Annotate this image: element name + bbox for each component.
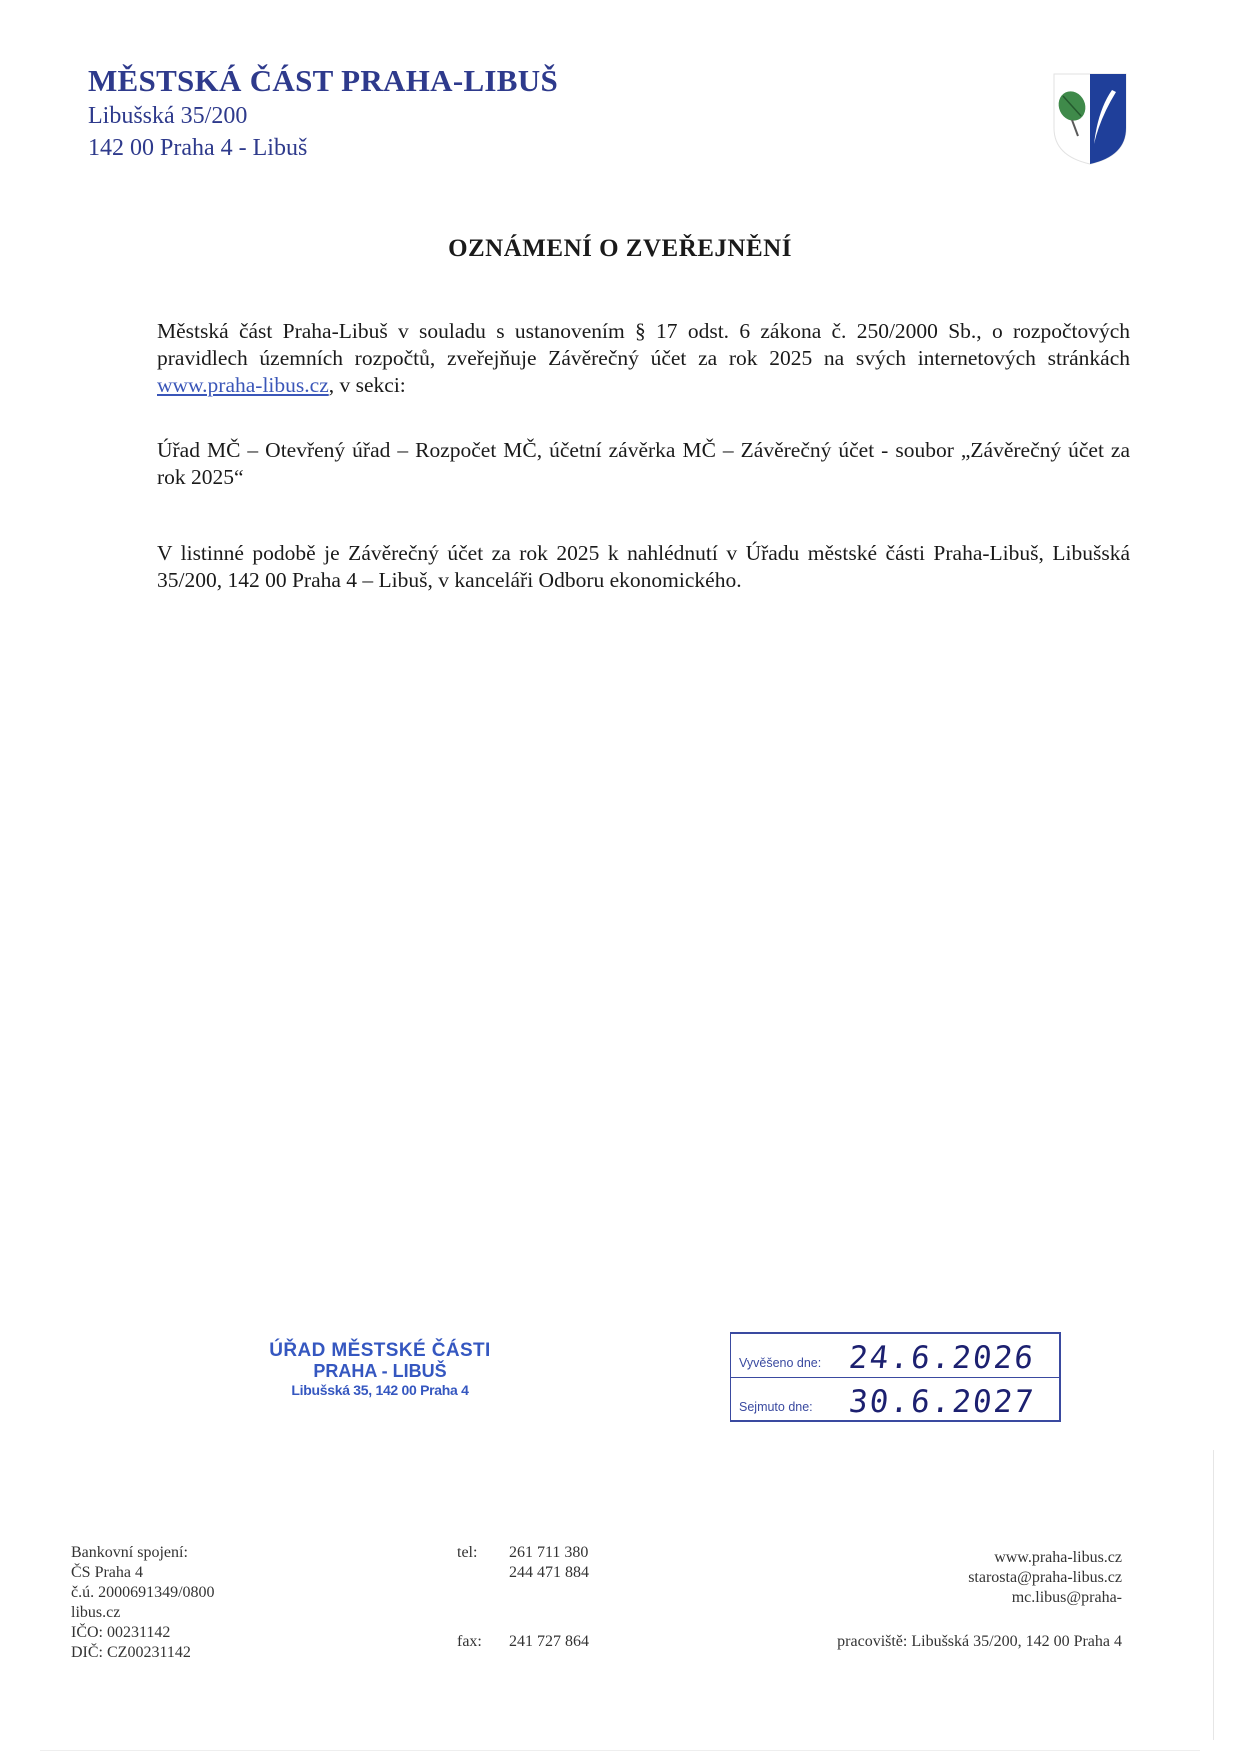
bank-account: č.ú. 2000691349/0800 (71, 1584, 215, 1601)
footer-website[interactable]: www.praha-libus.cz (994, 1549, 1122, 1566)
ico-number: IČO: 00231142 (71, 1624, 171, 1641)
dic-number: DIČ: CZ00231142 (71, 1644, 191, 1661)
scan-edge-line (1213, 1450, 1214, 1740)
posted-date: 24.6.2026 (847, 1340, 1037, 1376)
paragraph-intro-suffix: , v sekci: (328, 373, 406, 397)
paragraph-intro (157, 318, 1130, 399)
footer-email-2[interactable]: mc.libus@praha- (1011, 1589, 1122, 1606)
stamp-line-2: PRAHA - LIBUŠ (313, 1361, 447, 1381)
address-street: Libušská 35/200 (88, 103, 248, 129)
bank-name: ČS Praha 4 (71, 1564, 143, 1581)
paragraph-section-path: Úřad MČ – Otevřený úřad – Rozpočet MČ, účetní závěrka MČ – Závěrečný účet - soubor „Závěrečný účet za rok 2025“ (157, 438, 1130, 489)
fax-number: 241 727 864 (509, 1633, 589, 1650)
fax-label: fax: (457, 1633, 482, 1650)
website-link[interactable]: www.praha-libus.cz (157, 373, 329, 397)
paragraph-paper-copy: V listinné podobě je Závěrečný účet za rok 2025 k nahlédnutí v Úřadu městské části Praha-Libuš, Libušská 35/200, 142 00 Praha 4 – Libuš, v kanceláři Odboru ekonomického. (157, 541, 1130, 592)
posted-label: Vyvěšeno dne: (739, 1356, 822, 1370)
footer-email-1[interactable]: starosta@praha-libus.cz (968, 1569, 1122, 1586)
footer-fax (457, 1632, 589, 1652)
tel-number-2: 244 471 884 (509, 1564, 589, 1581)
removed-date: 30.6.2027 (847, 1384, 1037, 1420)
removed-label: Sejmuto dne: (739, 1400, 813, 1414)
bank-title: Bankovní spojení: (71, 1544, 188, 1561)
posting-record-box (730, 1332, 1061, 1422)
removed-row (731, 1378, 1059, 1421)
organization-name: MĚSTSKÁ ČÁST PRAHA-LIBUŠ (88, 63, 559, 98)
footer-contacts (968, 1548, 1122, 1608)
paragraph-intro-text: Městská část Praha-Libuš v souladu s ustanovením § 17 odst. 6 zákona č. 250/2000 Sb., o rozpočtových pravidlech územních rozpočtů, zveřejňuje Závěrečný účet za rok 2025 na svých internetových stránkách (157, 319, 1130, 370)
stamp-line-3: Libušská 35, 142 00 Praha 4 (291, 1382, 469, 1398)
coat-of-arms-icon (1050, 70, 1130, 166)
stamp-line-1: ÚŘAD MĚSTSKÉ ČÁSTI (269, 1340, 491, 1361)
scan-bottom-line (40, 1750, 1200, 1751)
tel-number-1: 261 711 380 (509, 1544, 589, 1561)
tel-label: tel: (457, 1544, 478, 1561)
office-stamp (240, 1340, 520, 1399)
footer-phone (457, 1543, 589, 1583)
bank-extra: libus.cz (71, 1604, 121, 1621)
footer-bank-info (71, 1543, 215, 1663)
address-city: 142 00 Praha 4 - Libuš (88, 135, 308, 161)
footer-workplace: pracoviště: Libušská 35/200, 142 00 Praha 4 (837, 1633, 1122, 1650)
document-title: OZNÁMENÍ O ZVEŘEJNĚNÍ (448, 235, 792, 262)
posted-row (731, 1334, 1059, 1378)
letterhead (88, 62, 558, 164)
